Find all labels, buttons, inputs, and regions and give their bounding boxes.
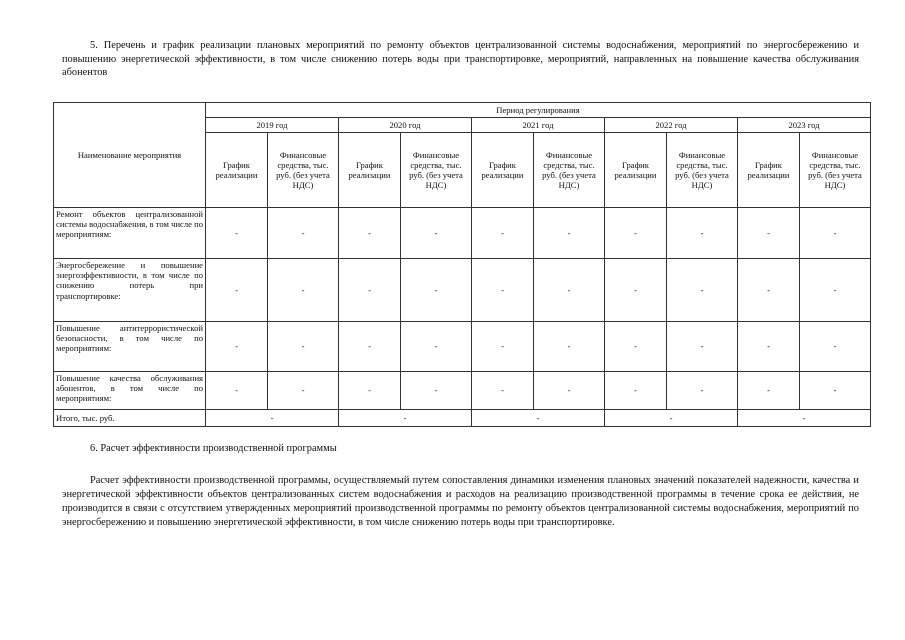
- table-row: [54, 372, 871, 410]
- year-header: 2023 год: [738, 118, 871, 133]
- total-cell: -: [339, 410, 472, 427]
- table-cell: -: [800, 372, 871, 410]
- table-cell: -: [339, 372, 401, 410]
- table-cell: -: [339, 259, 401, 322]
- table-cell: -: [738, 208, 800, 259]
- table-cell: -: [472, 322, 534, 372]
- row-name: Повышение антитеррористической безопасности, в том числе по мероприятиям:: [54, 322, 206, 372]
- name-column-header: Наименование мероприятия: [54, 103, 206, 208]
- total-cell: -: [605, 410, 738, 427]
- year-header: 2021 год: [472, 118, 605, 133]
- year-header: 2019 год: [206, 118, 339, 133]
- schedule-subheader: График реализации: [738, 133, 800, 208]
- total-label: Итого, тыс. руб.: [54, 410, 206, 427]
- table-cell: -: [339, 208, 401, 259]
- table-cell: -: [401, 372, 472, 410]
- table-cell: -: [206, 259, 268, 322]
- table-cell: -: [534, 372, 605, 410]
- year-header: 2022 год: [605, 118, 738, 133]
- table-row: [54, 259, 871, 322]
- table-cell: -: [268, 259, 339, 322]
- total-cell: -: [206, 410, 339, 427]
- table-cell: -: [800, 322, 871, 372]
- table-cell: -: [800, 208, 871, 259]
- table-cell: -: [667, 372, 738, 410]
- table-cell: -: [339, 322, 401, 372]
- table-cell: -: [268, 208, 339, 259]
- total-cell: -: [738, 410, 871, 427]
- table-cell: -: [605, 372, 667, 410]
- table-row: [54, 208, 871, 259]
- plan-table: [53, 102, 871, 427]
- table-cell: -: [472, 259, 534, 322]
- table-cell: -: [534, 208, 605, 259]
- table-cell: -: [738, 372, 800, 410]
- total-row: [54, 410, 871, 427]
- total-cell: -: [472, 410, 605, 427]
- finance-subheader: Финансовые средства, тыс. руб. (без учета НДС): [268, 133, 339, 208]
- finance-subheader: Финансовые средства, тыс. руб. (без учета НДС): [800, 133, 871, 208]
- table-cell: -: [738, 322, 800, 372]
- period-header: Период регулирования: [206, 103, 871, 118]
- section-6-title: 6. Расчет эффективности производственной программы: [90, 443, 337, 454]
- table-cell: -: [472, 372, 534, 410]
- table-cell: -: [206, 208, 268, 259]
- row-name: Энергосбережение и повышение энергоэффективности, в том числе по снижению потерь при транспортировке:: [54, 259, 206, 322]
- finance-subheader: Финансовые средства, тыс. руб. (без учета НДС): [667, 133, 738, 208]
- row-name: Ремонт объектов централизованной системы водоснабжения, в том числе по мероприятиям:: [54, 208, 206, 259]
- table-cell: -: [800, 259, 871, 322]
- table-cell: -: [268, 322, 339, 372]
- finance-subheader: Финансовые средства, тыс. руб. (без учета НДС): [401, 133, 472, 208]
- table-cell: -: [605, 208, 667, 259]
- schedule-subheader: График реализации: [605, 133, 667, 208]
- table-cell: -: [605, 259, 667, 322]
- table-cell: -: [472, 208, 534, 259]
- table-cell: -: [605, 322, 667, 372]
- table-row: [54, 322, 871, 372]
- table-cell: -: [667, 259, 738, 322]
- table-cell: -: [534, 322, 605, 372]
- table-cell: -: [401, 259, 472, 322]
- table-cell: -: [401, 322, 472, 372]
- table-cell: -: [206, 372, 268, 410]
- table-cell: -: [401, 208, 472, 259]
- table-cell: -: [738, 259, 800, 322]
- table-cell: -: [667, 322, 738, 372]
- section-6-paragraph: Расчет эффективности производственной программы, осуществляемый путем сопоставления динамики изменения плановых значений показателей надежности, качества и энергетической эффективности объектов централизованных систем водоснабжения и расходов на реализацию производственной программы в течение срока ее действия, не производится в связи с отсутствием утвержденных мероприятий производственной программы по ремонту объектов централизованной системы водоснабжения, мероприятий по энергосбережению и повышению энергетической эффективности, в том числе снижению потерь воды при транспортировке.: [62, 475, 859, 528]
- table-cell: -: [206, 322, 268, 372]
- schedule-subheader: График реализации: [339, 133, 401, 208]
- table-cell: -: [667, 208, 738, 259]
- schedule-subheader: График реализации: [206, 133, 268, 208]
- row-name: Повышение качества обслуживания абонентов, в том числе по мероприятиям:: [54, 372, 206, 410]
- finance-subheader: Финансовые средства, тыс. руб. (без учета НДС): [534, 133, 605, 208]
- schedule-subheader: График реализации: [472, 133, 534, 208]
- table-cell: -: [268, 372, 339, 410]
- section-5-title: 5. Перечень и график реализации плановых мероприятий по ремонту объектов централизованной системы водоснабжения, мероприятий по энергосбережению и повышению энергетической эффективности, в том числе снижению потерь воды при транспортировке, мероприятий, направленных на повышение качества обслуживания абонентов: [62, 40, 859, 78]
- year-header: 2020 год: [339, 118, 472, 133]
- table-cell: -: [534, 259, 605, 322]
